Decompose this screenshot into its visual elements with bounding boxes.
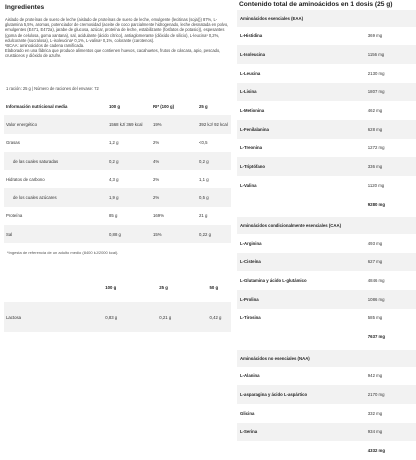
serving-info: 1 ración: 25 g | Número de raciones del envase: 72: [6, 86, 99, 91]
value-50g: 0,42 g: [208, 302, 232, 332]
value-25g: 0,21 g: [157, 302, 207, 332]
amino-value: 627 mg: [365, 253, 416, 272]
table-row: [237, 45, 416, 64]
value-25g: 21 g: [199, 213, 208, 219]
amino-name: L-asparagina y ácido L-aspártico: [237, 385, 365, 404]
row-label: Sal: [4, 225, 107, 243]
bcaa-note: ¹BCAA: aminoácidos de cadena ramificada.: [5, 43, 85, 49]
amino-value: 336 mg: [365, 157, 416, 176]
value-100g: 0,2 g: [107, 152, 151, 170]
amino-name: L-Serina: [237, 423, 365, 442]
amino-name: L-Alanina: [240, 373, 260, 379]
group-header: [237, 217, 416, 234]
table-row: [4, 152, 231, 170]
amino-value: 1156 mg: [365, 45, 416, 64]
amino-title: Contenido total de aminoácidos en 1 dosis (25 g): [239, 1, 393, 8]
amino-name: L-Arginina: [240, 240, 262, 246]
ingredients-paragraph: Aislado de proteínas de suero de leche (aislado de proteínas de suero de leche, emulgente (lecitinas (soja))) 87%, L-glutamina 5,5%, aromas, potenciador de cremosidad (aceite de coco parcialmente hidrogenado, leche desnatada en polvo, emulgentes (E471, E472a), jarabe de glucosa, azúcar, proteína de leche, estabilizante (fosfatos de potasio)), espesantes (goma de celulosa, goma xantana), sal, acidulante (ácido cítrico), antiaglomerante (dióxido de silicio), L-leucina¹ 0,2%, edulcorante (sucralosa), L-isoleucina¹ 0,1%, L-valina¹ 0,1%, colorante (carotenos).: [5, 17, 229, 43]
amino-name: L-Treonina: [240, 145, 262, 151]
amino-name: L-Fenilalanina: [237, 120, 365, 139]
table-row: [237, 404, 416, 423]
amino-name: L-Valina: [240, 182, 257, 188]
table-row: [237, 367, 416, 386]
table-row: [4, 225, 231, 243]
lactose-table: [4, 272, 231, 332]
subtotal-row: [237, 195, 416, 214]
group-total: 7637 mg: [367, 334, 385, 340]
amino-value: 942 mg: [367, 373, 383, 379]
amino-value: 369 mg: [367, 33, 383, 39]
value-ri: 4%: [151, 152, 197, 170]
value-ri: 169%: [153, 213, 165, 219]
amino-value: 4846 mg: [367, 278, 385, 284]
row-label: de los cuales azúcares: [4, 188, 107, 206]
header-cell: [4, 272, 103, 302]
value-ri: 2%: [153, 140, 160, 146]
table-row: [237, 64, 416, 83]
amino-name: L-Leucina: [240, 70, 261, 76]
group-name: Aminoácidos no esenciales (NAA): [237, 350, 416, 367]
amino-value: 934 mg: [365, 423, 416, 442]
value-100g: 4,3 g: [108, 176, 119, 182]
subtotal-row: [237, 327, 416, 346]
row-label: Proteína: [6, 213, 23, 219]
table-row: [4, 207, 231, 225]
amino-value: 1086 mg: [365, 290, 416, 309]
value-100g: 0,83 g: [103, 302, 157, 332]
value-100g: 1,2 g: [108, 140, 119, 146]
amino-table: [237, 10, 416, 460]
group-header: [237, 350, 416, 367]
table-row: [237, 120, 416, 139]
row-label: Valor energético: [4, 115, 107, 133]
allergen-note: Elaborado en una fábrica que produce alimentos que contienen huevos, cacahuetes, frutos de cáscara, apio, pescado, crustáceos y dióxido de azufre.: [5, 48, 221, 59]
table-row: [237, 83, 416, 102]
amino-value: 2170 mg: [365, 385, 416, 404]
nutrition-table: [4, 97, 231, 243]
amino-value: 628 mg: [365, 120, 416, 139]
subtotal-row: [237, 441, 416, 460]
value-100g: 0,88 g: [107, 225, 151, 243]
table-row: [237, 290, 416, 309]
amino-value: 1120 mg: [367, 182, 385, 188]
group-name: Aminoácidos condicionalmente esenciales (CAA): [237, 217, 416, 234]
amino-value: 585 mg: [367, 315, 383, 321]
amino-name: L-Cisteína: [237, 253, 365, 272]
header-cell: 25 g: [199, 103, 208, 109]
header-cell: 100 g: [108, 103, 120, 109]
value-ri: 2%: [151, 188, 197, 206]
amino-value: 493 mg: [367, 240, 383, 246]
table-row: [237, 27, 416, 46]
value-25g: 0,22 g: [197, 225, 231, 243]
table-row: [4, 302, 231, 332]
value-ri: 2%: [153, 176, 160, 182]
table-row: [4, 115, 231, 133]
row-label: Grasas: [6, 140, 20, 146]
table-row: [237, 385, 416, 404]
table-row: [237, 271, 416, 290]
header-cell: 25 g: [159, 284, 168, 290]
table-row: [4, 134, 231, 152]
group-name: Aminoácidos esenciales (EAA): [237, 10, 416, 27]
amino-name: L-Lisina: [237, 83, 365, 102]
header-cell: Información nutricional media: [6, 103, 68, 109]
ingredients-text: [5, 17, 229, 59]
value-ri: 19%: [151, 115, 197, 133]
value-25g: 392 kJ/ 92 kcal: [197, 115, 231, 133]
amino-name: L-Histidina: [240, 33, 263, 39]
amino-name: L-Isoleucina: [237, 45, 365, 64]
table-row: [237, 139, 416, 158]
value-25g: <0,5: [199, 140, 208, 146]
amino-value: 1807 mg: [365, 83, 416, 102]
header-cell: RI* (100 g): [153, 103, 175, 109]
table-row: [237, 253, 416, 272]
amino-value: 2130 mg: [367, 70, 385, 76]
value-100g: 1,9 g: [107, 188, 151, 206]
value-25g: 0,5 g: [197, 188, 231, 206]
amino-value: 332 mg: [367, 410, 383, 416]
table-row: [237, 309, 416, 328]
amino-name: L-Tirosina: [240, 315, 261, 321]
row-label: de las cuales saturadas: [4, 152, 107, 170]
header-cell: 100 g: [105, 284, 117, 290]
lactose-header-row: [4, 272, 231, 302]
table-row: [4, 170, 231, 188]
table-row: [237, 234, 416, 253]
amino-name: L-Triptófano: [237, 157, 365, 176]
value-100g: 85 g: [108, 213, 118, 219]
value-ri: 15%: [151, 225, 197, 243]
table-row: [237, 176, 416, 195]
amino-value: 1272 mg: [367, 145, 385, 151]
row-label: Hidratos de carbono: [6, 176, 45, 182]
ri-footnote: *Ingesta de referencia de un adulto medio (8400 kJ/2000 kcal).: [7, 250, 119, 255]
amino-name: Glicina: [240, 410, 255, 416]
row-label: Lactosa: [4, 302, 103, 332]
amino-value: 462 mg: [367, 108, 383, 114]
table-row: [237, 423, 416, 442]
value-25g: 0,2 g: [197, 152, 231, 170]
table-row: [237, 101, 416, 120]
header-cell: 50 g: [209, 284, 219, 290]
table-row: [237, 157, 416, 176]
value-100g: 1568 kJ/ 369 kcal: [107, 115, 151, 133]
group-header: [237, 10, 416, 27]
amino-name: L-Glutamina y ácido L-glutámico: [240, 278, 307, 284]
table-row: [4, 188, 231, 206]
amino-name: L-Prolina: [237, 290, 365, 309]
amino-name: L-Metionina: [240, 108, 265, 114]
nutrition-header-row: [4, 97, 231, 115]
group-total: 9280 mg: [367, 201, 385, 207]
group-total: 4332 mg: [367, 448, 385, 454]
value-25g: 1,1 g: [199, 176, 209, 182]
ingredients-title: Ingredientes: [5, 4, 45, 11]
